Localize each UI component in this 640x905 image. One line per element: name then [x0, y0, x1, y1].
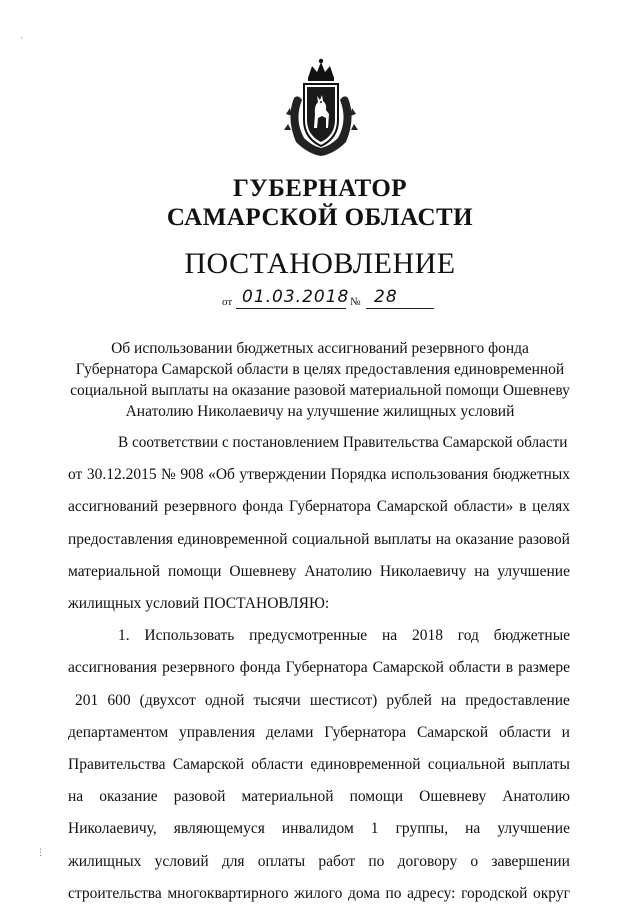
- body-line: [68, 755, 570, 775]
- body-line: [68, 658, 570, 678]
- subject-line: Губернатора Самарской области в целях предоставления единовременной: [75, 361, 565, 378]
- body-word: резервного: [163, 498, 237, 515]
- body-word: Правительства: [68, 756, 166, 773]
- body-word: для: [221, 853, 245, 870]
- body-line: [75, 691, 570, 711]
- body-word: Ошевневу: [419, 788, 487, 805]
- body-word: Самарской: [416, 724, 489, 741]
- body-word: рублей: [386, 692, 432, 709]
- body-word: помощи: [167, 563, 222, 580]
- body-word: жилого: [294, 885, 343, 902]
- body-word: ассигнования: [68, 659, 158, 676]
- body-word: улучшение: [497, 563, 570, 580]
- body-word: утверждении: [239, 466, 327, 483]
- body-word: делами: [265, 724, 314, 741]
- body-word: предоставление: [465, 692, 570, 709]
- body-word: Николаевичу: [379, 563, 467, 580]
- body-word: улучшение: [497, 820, 570, 837]
- body-word: оказание: [99, 788, 158, 805]
- body-word: бюджетные: [493, 627, 570, 644]
- body-word: материальной: [241, 788, 334, 805]
- body-line: [118, 626, 570, 646]
- body-word: предоставления: [68, 531, 173, 548]
- body-word: 1.: [118, 627, 130, 644]
- body-line: [68, 530, 570, 550]
- body-line: [68, 465, 570, 485]
- subject-line: Анатолию Николаевичу на улучшение жилищных условий: [125, 403, 515, 420]
- body-line: [68, 787, 570, 807]
- body-word: «Об: [208, 466, 235, 483]
- body-line: [68, 723, 570, 743]
- body-word: группы,: [395, 820, 449, 837]
- body-word: помощи: [349, 788, 404, 805]
- body-word: Самарской: [376, 498, 448, 515]
- body-word: 30.12.2015: [86, 466, 157, 483]
- body-word: Использовать: [144, 627, 235, 644]
- body-word: о: [470, 853, 479, 870]
- body-word: по: [368, 853, 385, 870]
- body-word: ассигнований: [68, 498, 159, 515]
- body-word: адресу:: [407, 885, 456, 902]
- body-line: В соответствии с постановлением Правительства Самарской области: [118, 434, 568, 451]
- body-word: по: [385, 885, 402, 902]
- body-word: единовременной: [310, 756, 421, 773]
- body-word: Анатолию: [304, 563, 373, 580]
- body-word: разовой: [518, 531, 570, 548]
- organization-title-line2: САМАРСКОЙ ОБЛАСТИ: [166, 204, 474, 231]
- body-word: Губернатора: [285, 659, 368, 676]
- body-word: использования: [391, 466, 489, 483]
- body-line: [68, 884, 570, 904]
- coat-of-arms-icon: [284, 58, 358, 158]
- body-word: управления: [178, 724, 256, 741]
- document-subject: [60, 338, 580, 422]
- handwritten-number: 28: [374, 287, 398, 307]
- body-word: выплаты: [373, 531, 432, 548]
- body-word: целях: [532, 498, 570, 515]
- date-prefix-label: от: [222, 296, 233, 308]
- body-word: на: [474, 563, 490, 580]
- body-word: бюджетных: [492, 466, 570, 483]
- body-word: области: [251, 756, 304, 773]
- body-word: области»: [453, 498, 514, 515]
- body-word: размере: [518, 659, 570, 676]
- body-word: жилищных: [68, 853, 142, 870]
- body-word: городской: [461, 885, 528, 902]
- body-word: области: [448, 659, 501, 676]
- body-line: жилищных условий ПОСТАНОВЛЯЮ:: [68, 595, 330, 612]
- body-line: [68, 819, 570, 839]
- number-prefix-label: №: [350, 296, 361, 308]
- body-word: единовременной: [177, 531, 288, 548]
- body-word: шестисот): [309, 692, 378, 709]
- body-word: завершении: [491, 853, 570, 870]
- body-word: на: [381, 627, 398, 644]
- body-word: на: [68, 788, 84, 805]
- body-word: Самарской: [372, 659, 444, 676]
- body-line: [68, 562, 570, 582]
- scan-speck: ⋮: [36, 848, 45, 858]
- body-word: Ошевневу: [229, 563, 297, 580]
- body-word: на: [441, 692, 457, 709]
- body-word: и: [561, 724, 570, 741]
- body-word: год: [457, 627, 479, 644]
- body-line: [68, 852, 570, 872]
- body-word: выплаты: [512, 756, 570, 773]
- body-word: инвалидом: [281, 820, 354, 837]
- body-word: Губернатора: [289, 498, 371, 515]
- body-word: фонда: [239, 659, 281, 676]
- body-word: 600: [107, 692, 131, 709]
- body-word: материальной: [68, 563, 161, 580]
- subject-line: Об использовании бюджетных ассигнований резервного фонда: [111, 340, 529, 357]
- body-word: 201: [75, 692, 99, 709]
- body-word: области: [499, 724, 551, 741]
- subject-line: социальной выплаты на оказание разовой материальной помощи Ошевневу: [70, 382, 570, 399]
- body-word: фонда: [242, 498, 284, 515]
- body-word: одной: [204, 692, 245, 709]
- number-underline: [366, 308, 434, 309]
- body-word: в: [519, 498, 527, 515]
- body-word: оплаты: [257, 853, 306, 870]
- body-word: дома: [347, 885, 380, 902]
- body-word: Николаевичу,: [68, 820, 157, 837]
- body-word: предусмотренные: [249, 627, 368, 644]
- body-word: 1: [370, 820, 379, 837]
- scan-speck: ·: [20, 34, 23, 44]
- body-word: договору: [397, 853, 458, 870]
- body-word: 2018: [411, 627, 443, 644]
- body-line: [68, 497, 570, 517]
- body-word: (двухсот: [139, 692, 196, 709]
- body-word: условий: [154, 853, 209, 870]
- body-word: социальной: [292, 531, 370, 548]
- body-word: Анатолию: [502, 788, 570, 805]
- handwritten-date: 01.03.2018: [242, 287, 350, 307]
- body-word: социальной: [427, 756, 506, 773]
- body-word: Порядка: [330, 466, 387, 483]
- body-word: в: [505, 659, 514, 676]
- body-word: №: [161, 466, 176, 483]
- body-word: 908: [180, 466, 204, 483]
- body-word: на: [465, 820, 481, 837]
- body-word: многоквартирного: [167, 885, 289, 902]
- body-word: от: [68, 466, 83, 483]
- body-word: работ: [318, 853, 356, 870]
- body-word: строительства: [68, 885, 162, 902]
- date-underline: [236, 308, 346, 309]
- body-word: департаментом: [68, 724, 169, 741]
- body-word: Губернатора: [324, 724, 407, 741]
- body-word: разовой: [173, 788, 226, 805]
- body-word: Самарской: [172, 756, 245, 773]
- body-word: округ: [533, 885, 570, 902]
- body-word: являющемуся: [173, 820, 265, 837]
- body-word: тысячи: [253, 692, 301, 709]
- document-type-title: ПОСТАНОВЛЕНИЕ: [184, 247, 456, 280]
- date-number-line: [222, 288, 442, 312]
- body-word: резервного: [162, 659, 235, 676]
- organization-title-line1: ГУБЕРНАТОР: [232, 175, 408, 202]
- body-word: на: [435, 531, 451, 548]
- body-word: оказание: [455, 531, 514, 548]
